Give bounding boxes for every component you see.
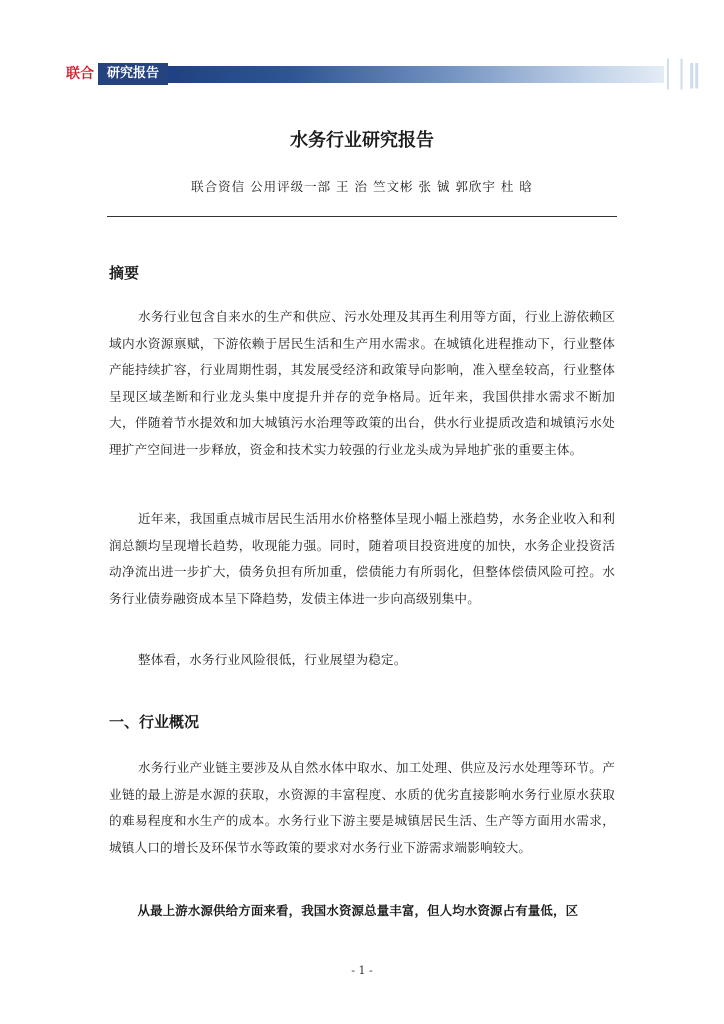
overview-paragraph-2: 从最上游水源供给方面来看，我国水资源总量丰富，但人均水资源占有量低，区 <box>137 903 579 918</box>
overview-paragraph-1: 水务行业产业链主要涉及从自然水体中取水、加工处理、供应及污水处理等环节。产业链的最上游是水源的获取，水资源的丰富程度、水质的优劣直接影响水务行业原水获取的难易程度和水生产的成本。水务行业下游主要是城镇居民生活、生产等方面用水需求，城镇人口的增长及环保节水等政策的要求对水务行业下游需求端影响较大。 <box>109 760 615 855</box>
abstract-paragraph-3: 整体看，水务行业风险很低，行业展望为稳定。 <box>137 652 407 667</box>
abstract-heading: 摘要 <box>109 264 140 282</box>
brand-logo-lianhe: 联合 <box>66 66 94 82</box>
page-number: - 1 - <box>351 964 373 977</box>
authors-line: 联合资信 公用评级一部 王 治 竺文彬 张 铖 郭欣宇 杜 晗 <box>191 179 533 194</box>
page-title: 水务行业研究报告 <box>290 130 434 151</box>
title-divider <box>107 216 617 217</box>
section-heading-industry-overview: 一、行业概况 <box>109 713 200 731</box>
abstract-paragraph-1: 水务行业包含自来水的生产和供应、污水处理及其再生利用等方面，行业上游依赖区域内水资源禀赋，下游依赖于居民生活和生产用水需求。在城镇化进程推动下，行业整体产能持续扩容，行业周期性弱，其发展受经济和政策导向影响，准入壁垒较高，行业整体呈现区域垄断和行业龙头集中度提升并存的竞争格局。近年来，我国供排水需求不断加大，伴随着节水提效和加大城镇污水治理等政策的出台，供水行业提质改造和城镇污水处理扩产空间进一步释放，资金和技术实力较强的行业龙头成为异地扩张的重要主体。 <box>109 309 615 457</box>
header-decoration-icon: ││∥ <box>660 60 699 90</box>
abstract-paragraph-2: 近年来，我国重点城市居民生活用水价格整体呈现小幅上涨趋势，水务企业收入和利润总额均呈现增长趋势，收现能力强。同时，随着项目投资进度的加快，水务企业投资活动净流出进一步扩大，债务负担有所加重，偿债能力有所弱化，但整体偿债风险可控。水务行业债券融资成本呈下降趋势，发债主体进一步向高级别集中。 <box>109 511 615 606</box>
brand-logo-research-report: 研究报告 <box>98 63 168 85</box>
header-gradient-bar <box>168 66 664 83</box>
